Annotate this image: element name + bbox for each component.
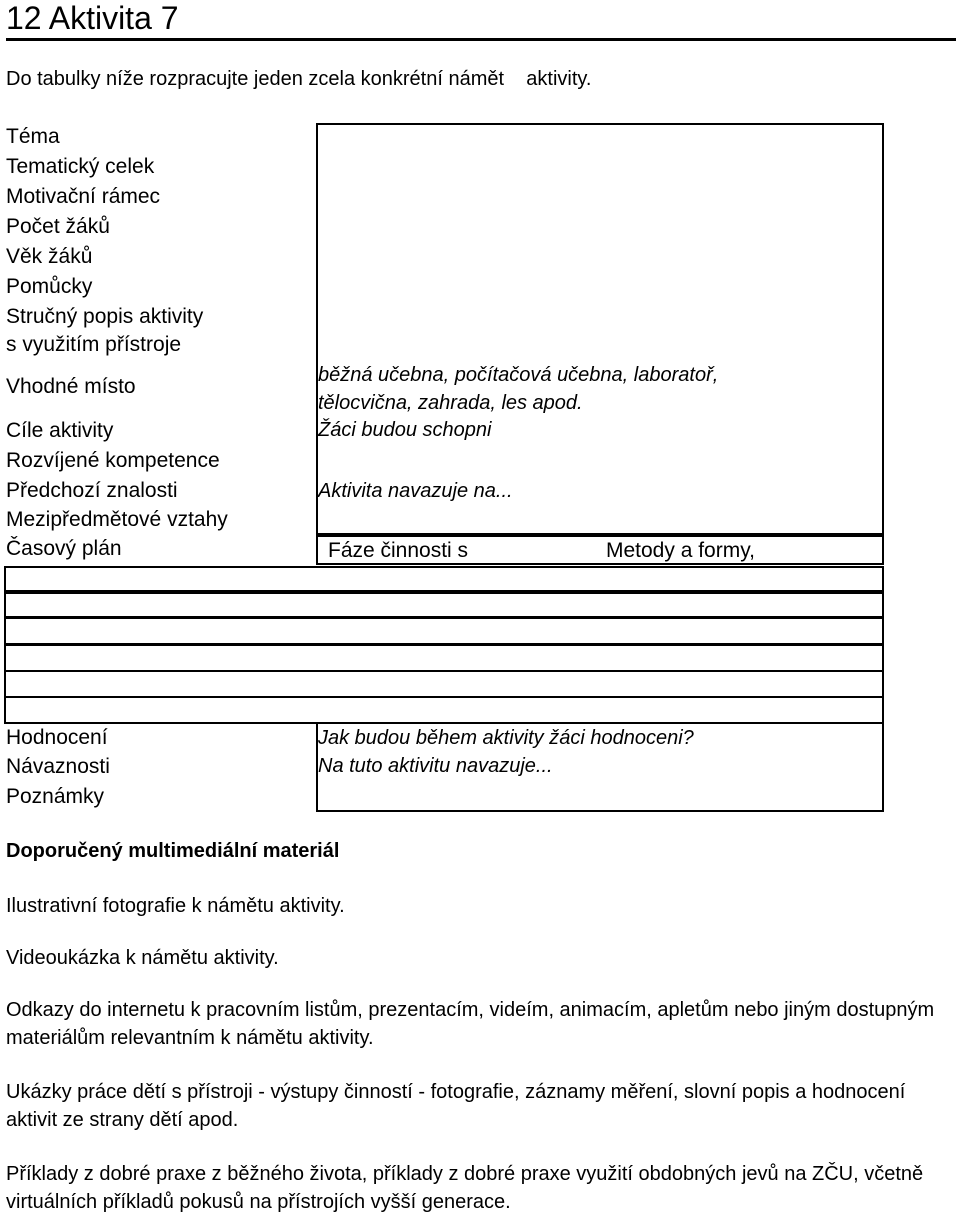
plan-col-casovy-plan: Časový plán [6,537,122,560]
value-predchozi-znalosti: Aktivita navazuje na... [318,480,513,502]
row-label-pocet-zaku: Počet žáků [6,215,110,238]
row-label-predchozi-znalosti: Předchozí znalosti [6,479,178,502]
intro-text: Do tabulky níže rozpracujte jeden zcela konkrétní námět aktivity. [6,68,592,90]
paragraph-odkazy: Odkazy do internetu k pracovním listům, prezentacím, videím, animacím, apletům nebo jiným dostupným materiálům relevantním k námětu aktivity. [6,999,935,1049]
row-label-rozvijene-kompetence: Rozvíjené kompetence [6,449,220,472]
paragraph-ukazky: Ukázky práce dětí s přístroji - výstupy činností - fotografie, záznamy měření, slovní popis a hodnocení aktivit ze strany dětí apod. [6,1081,906,1131]
row-label-mezipredmetove: Mezipředmětové vztahy [6,508,228,531]
row-label-s-vyuzitim: s využitím přístroje [6,333,182,356]
row-label-vhodne-misto: Vhodné místo [6,375,136,398]
row-label-strucny-popis: Stručný popis aktivity [6,305,204,328]
row-label-pomucky: Pomůcky [6,275,93,298]
plan-col-metody: Metody a formy, [606,539,755,562]
row-label-tema: Téma [6,125,60,148]
plan-row-5 [4,670,884,698]
paragraph-videoukazka: Videoukázka k námětu aktivity. [6,947,279,969]
row-label-poznamky: Poznámky [6,785,105,808]
paragraph-fotografie: Ilustrativní fotografie k námětu aktivity. [6,895,345,917]
value-hodnoceni: Jak budou během aktivity žáci hodnoceni? [318,727,694,749]
plan-col-faze: Fáze činnosti s [328,539,469,562]
value-vhodne-misto-2: tělocvična, zahrada, les apod. [318,392,583,414]
value-cile-aktivity: Žáci budou schopni [318,419,492,441]
row-label-hodnoceni: Hodnocení [6,726,108,749]
plan-row-6 [4,696,884,724]
row-label-navaznosti: Návaznosti [6,755,110,778]
table-value-column [316,123,884,535]
page-title: 12 Aktivita 7 [6,0,956,41]
row-label-cile-aktivity: Cíle aktivity [6,419,114,442]
row-label-tematicky-celek: Tematický celek [6,155,155,178]
plan-row-4 [4,644,884,672]
row-label-motivacni-ramec: Motivační rámec [6,185,161,208]
value-vhodne-misto-1: běžná učebna, počítačová učebna, laboratoř, [318,364,719,386]
value-navaznosti: Na tuto aktivitu navazuje... [318,755,553,777]
paragraph-priklady: Příklady z dobré praxe z běžného života, příklady z dobré praxe využití obdobných jevů na ZČU, včetně virtuálních příkladů pokusů na přístrojích vyšší generace. [6,1163,924,1213]
section-title: Doporučený multimediální materiál [6,840,340,862]
plan-row-3 [4,617,884,645]
plan-row-2 [4,590,884,618]
row-label-vek-zaku: Věk žáků [6,245,93,268]
